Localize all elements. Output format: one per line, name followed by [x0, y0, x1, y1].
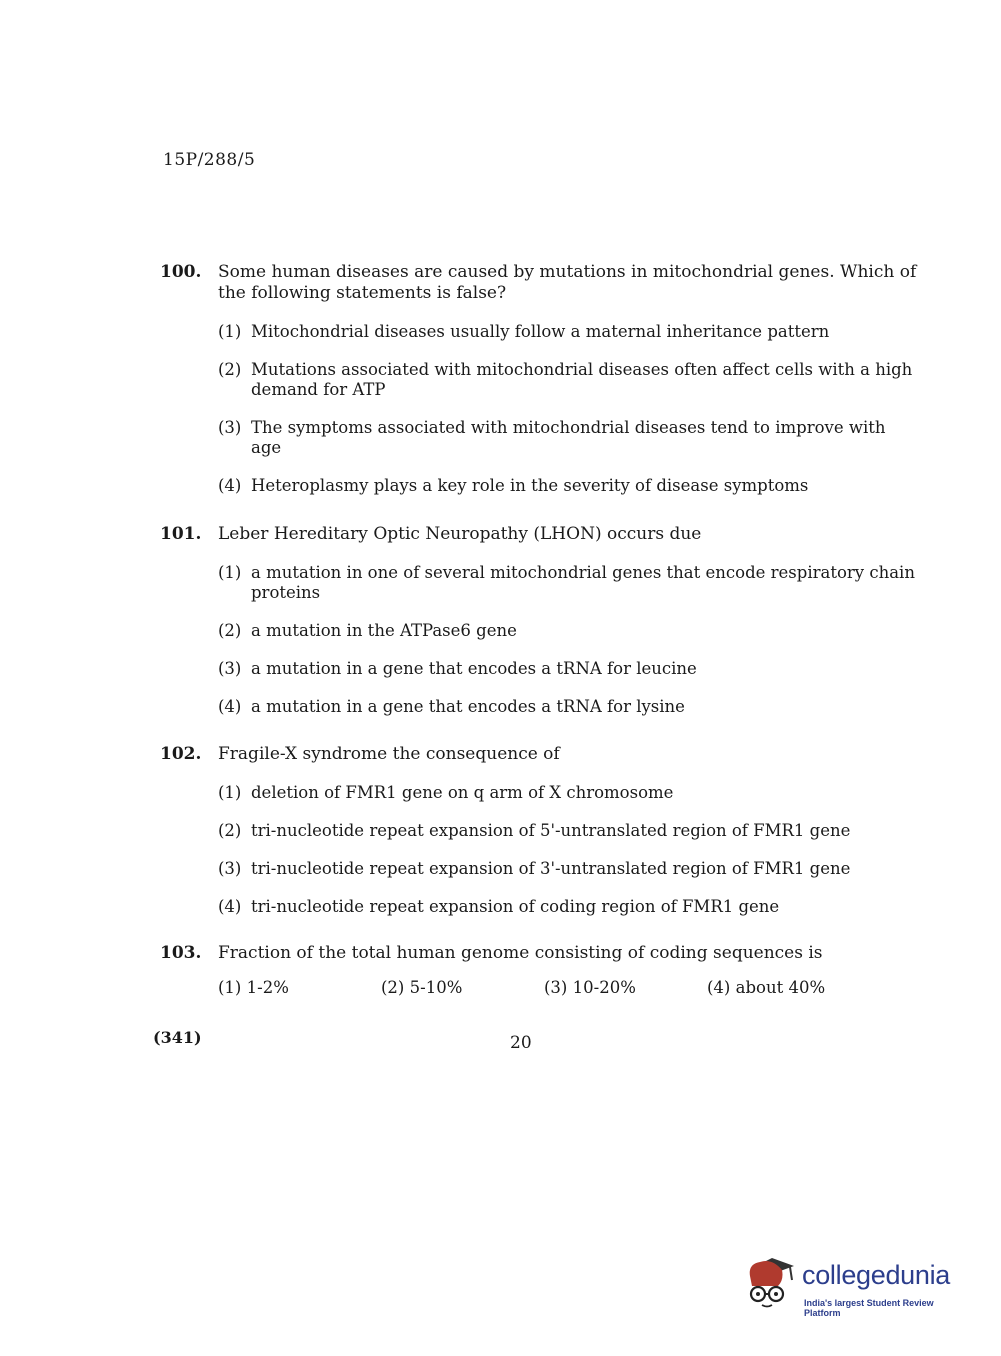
page-number: 20 [510, 1033, 532, 1053]
option: (1) 1-2% [218, 978, 289, 997]
option: (2) a mutation in the ATPase6 gene [218, 621, 517, 640]
option: (3) 10-20% [544, 978, 636, 997]
page-code: 15P/288/5 [163, 150, 256, 170]
option: (2) Mutations associated with mitochondrial diseases often affect cells with a high demand for ATP [218, 360, 913, 399]
question-102 [160, 744, 920, 917]
option: (4) about 40% [707, 978, 826, 997]
footer-code: (341) [153, 1028, 202, 1047]
question-text: Leber Hereditary Optic Neuropathy (LHON) occurs due [218, 524, 702, 544]
question-number: 103. [160, 943, 202, 963]
question-103 [160, 943, 920, 997]
collegedunia-logo [742, 1250, 972, 1320]
option: (4) a mutation in a gene that encodes a tRNA for lysine [218, 697, 685, 716]
option: (1) Mitochondrial diseases usually follow a maternal inheritance pattern [218, 322, 830, 341]
option: (1) deletion of FMR1 gene on q arm of X chromosome [218, 783, 674, 802]
option: (3) a mutation in a gene that encodes a tRNA for leucine [218, 659, 697, 678]
question-number: 102. [160, 744, 202, 764]
question-number: 100. [160, 262, 202, 282]
option: (1) a mutation in one of several mitochondrial genes that encode respiratory chain proteins [218, 563, 915, 602]
brand-name: collegedunia [802, 1260, 951, 1290]
brand-tagline: India's largest Student Review Platform [804, 1298, 934, 1318]
mascot-icon [742, 1250, 798, 1312]
option: (3) The symptoms associated with mitochondrial diseases tend to improve with age [218, 418, 886, 457]
question-101 [160, 524, 920, 717]
option: (4) tri-nucleotide repeat expansion of coding region of FMR1 gene [218, 897, 780, 916]
question-text: Fraction of the total human genome consisting of coding sequences is [218, 943, 823, 963]
option: (3) tri-nucleotide repeat expansion of 3'-untranslated region of FMR1 gene [218, 859, 851, 878]
option: (4) Heteroplasmy plays a key role in the severity of disease symptoms [218, 476, 809, 495]
question-100 [160, 262, 920, 496]
question-number: 101. [160, 524, 202, 544]
option: (2) 5-10% [381, 978, 463, 997]
question-text: Some human diseases are caused by mutations in mitochondrial genes. Which of the following statements is false? [218, 262, 917, 303]
option: (2) tri-nucleotide repeat expansion of 5'-untranslated region of FMR1 gene [218, 821, 851, 840]
question-text: Fragile-X syndrome the consequence of [218, 744, 560, 764]
